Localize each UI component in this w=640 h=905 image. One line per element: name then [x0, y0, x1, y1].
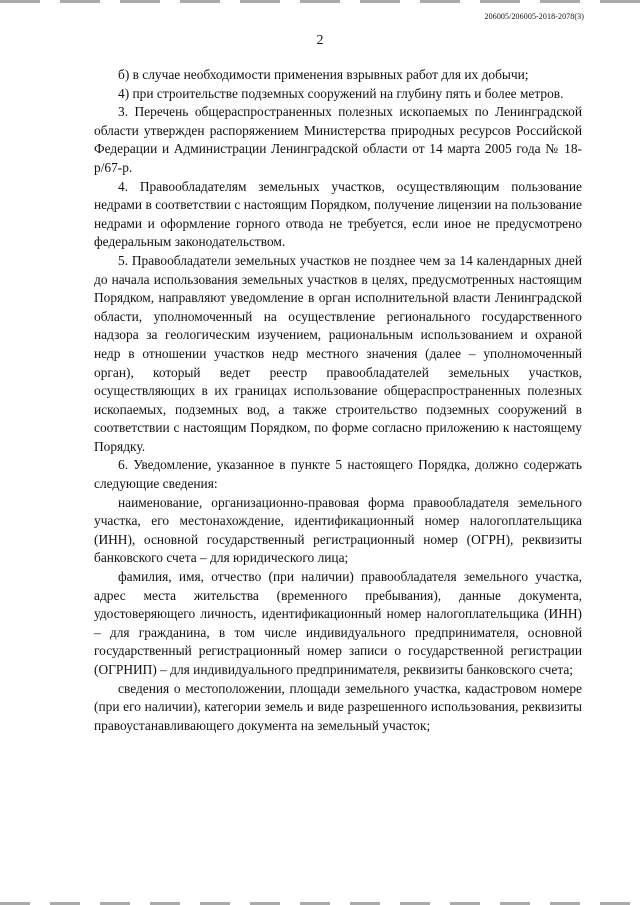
document-registration-number: 206005/206005-2018-2078(3)	[484, 12, 584, 21]
paragraph-minerals-list: 3. Перечень общераспространенных полезных ископаемых по Ленинградской области утвержден распоряжением Министерства природных ресурсов Российской Федерации и Администрации Ленинградской области от 14 марта 2005 года № 18-р/67-р.	[94, 104, 582, 175]
paragraph-blasting-works: б) в случае необходимости применения взрывных работ для их добычи;	[118, 67, 529, 82]
paragraph-license-not-required: 4. Правообладателям земельных участков, осуществляющим пользование недрами в соответствии с настоящим Порядком, получение лицензии на пользование недрами и оформление горного отвода не требуется, если иное не предусмотрено федеральным законодательством.	[94, 178, 582, 250]
document-body	[94, 66, 582, 735]
paragraph-land-plot-details: сведения о местоположении, площади земельного участка, кадастровом номере (при его наличии), категории земель и виде разрешенного использования, реквизиты правоустанавливающего документа на земельный участок;	[94, 680, 582, 733]
paragraph-legal-entity-details: наименование, организационно-правовая форма правообладателя земельного участка, его местонахождение, идентификационный номер налогоплательщика (ИНН), основной государственный регистрационный номер (ОГРН), реквизиты банковского счета – для юридического лица;	[94, 494, 582, 566]
paragraph-notification-procedure: 5. Правообладатели земельных участков не позднее чем за 14 календарных дней до начала использования земельных участков в целях, предусмотренных настоящим Порядком, направляют уведомление в орган исполнительной власти Ленинградской области, уполномоченный на осуществление регионального государственного надзора за геологическим изучением, рациональным использованием и охраной недр в отношении участков недр местного значения (далее – уполномоченный орган), который ведет реестр правообладателей земельных участков, осуществляющих в их границах использование общераспространенных полезных ископаемых, подземных вод, а также строительство подземных сооружений в соответствии с настоящим Порядком, по форме согласно приложению к настоящему Порядку.	[94, 252, 582, 454]
scan-top-edge	[0, 0, 640, 3]
paragraph-underground-structures: 4) при строительстве подземных сооружений на глубину пять и более метров.	[118, 85, 564, 101]
paragraph-notification-contents: 6. Уведомление, указанное в пункте 5 настоящего Порядка, должно содержать следующие сведения:	[94, 457, 582, 492]
page-number: 2	[316, 33, 324, 48]
paragraph-individual-details: фамилия, имя, отчество (при наличии) правообладателя земельного участка, адрес места жительства (временного пребывания), данные документа, удостоверяющего личность, идентификационный номер налогоплательщика (ИНН) – для гражданина, в том числе индивидуального предпринимателя, основной государственный регистрационный номер записи о государственной регистрации (ОГРНИП) – для индивидуального предпринимателя, реквизиты банковского счета;	[94, 569, 582, 677]
